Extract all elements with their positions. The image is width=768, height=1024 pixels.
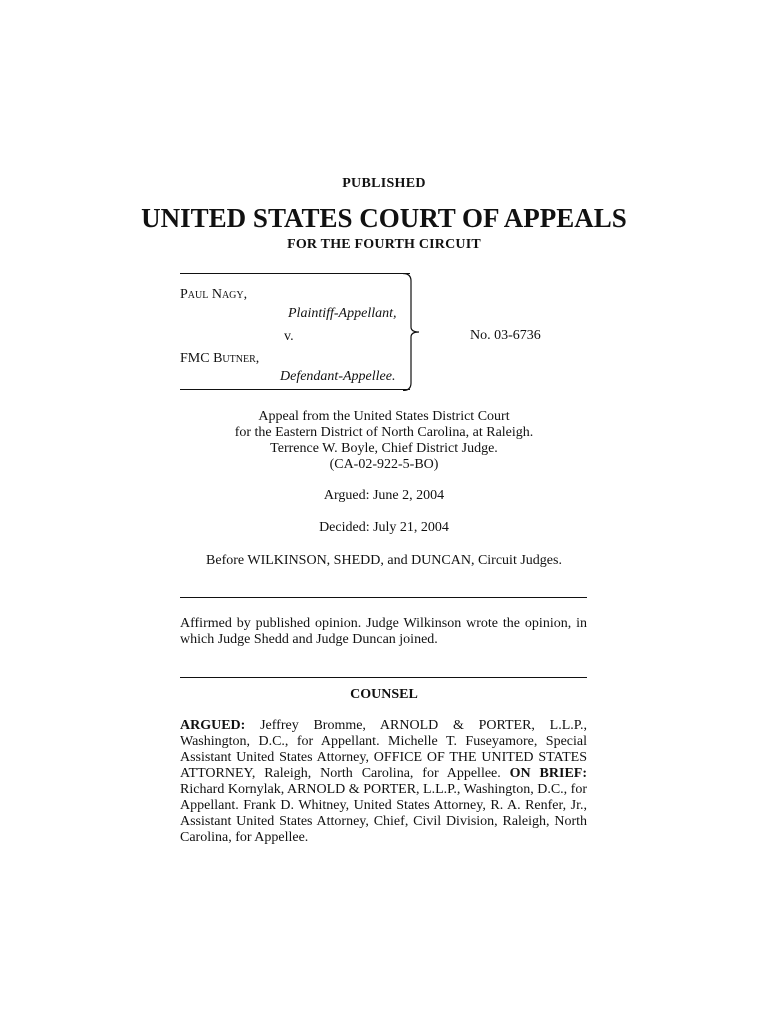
argued-counsel: Jeffrey Bromme, ARNOLD & PORTER, L.L.P., Washington, D.C., for Appellant. Michelle T. Fuseyamore, Special Assistant United States Attorney, OFFICE OF THE UNITED STATES ATTORNEY, Raleigh, North Carolina, for Appellee. [180, 718, 588, 781]
court-title: UNITED STATES COURT OF APPEALS [141, 203, 627, 233]
counsel-text [180, 718, 587, 846]
panel-judges: Before WILKINSON, SHEDD, and DUNCAN, Circuit Judges. [206, 553, 562, 568]
argued-date: Argued: June 2, 2004 [323, 488, 445, 503]
defendant-name: FMC Butner, [180, 351, 260, 366]
plaintiff-role: Plaintiff-Appellant, [288, 306, 397, 321]
caption-top-rule [180, 273, 410, 274]
defendant-role: Defendant-Appellee. [280, 369, 396, 384]
case-number: No. 03-6736 [470, 328, 541, 343]
versus: v. [284, 329, 294, 344]
section-rule [180, 597, 587, 598]
published-label: PUBLISHED [342, 176, 426, 191]
argued-label: ARGUED: [180, 718, 246, 733]
appeal-info [0, 409, 768, 473]
caption-brace [401, 273, 423, 391]
section-rule [180, 677, 587, 678]
brief-counsel: Richard Kornylak, ARNOLD & PORTER, L.L.P., Washington, D.C., for Appellant. Frank D. Whitney, United States Attorney, R. A. Renfer, Jr., Assistant United States Attorney, Chief, Civil Division, Raleigh, North Carolina, for Appellee. [180, 782, 587, 845]
plaintiff-name: Paul Nagy, [180, 287, 248, 302]
counsel-heading: COUNSEL [350, 687, 418, 702]
appeal-line: Terrence W. Boyle, Chief District Judge. [270, 441, 498, 456]
circuit-subtitle: FOR THE FOURTH CIRCUIT [287, 237, 481, 252]
brief-label: ON BRIEF: [509, 766, 587, 781]
caption-bottom-rule [180, 389, 410, 390]
appeal-docket: (CA-02-922-5-BO) [329, 457, 439, 472]
appeal-line: Appeal from the United States District Court [258, 409, 510, 424]
disposition-text: Affirmed by published opinion. Judge Wilkinson wrote the opinion, in which Judge Shedd and Judge Duncan joined. [180, 616, 587, 647]
decided-date: Decided: July 21, 2004 [319, 520, 449, 535]
appeal-line: for the Eastern District of North Carolina, at Raleigh. [234, 425, 534, 440]
